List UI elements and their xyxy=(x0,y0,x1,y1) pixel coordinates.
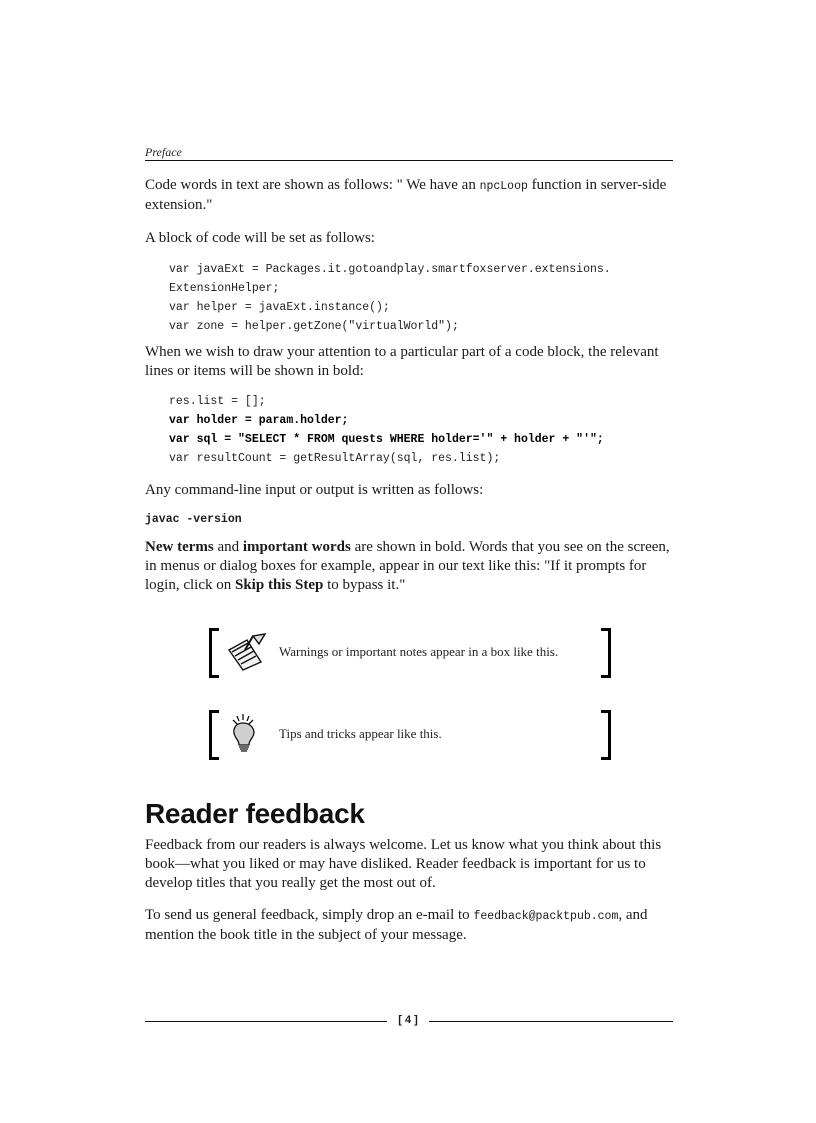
para-code-words xyxy=(145,176,673,215)
para-new-terms xyxy=(145,538,673,595)
code-block-1 xyxy=(169,260,611,336)
inline-code-npcloop: npcLoop xyxy=(479,180,528,193)
code-line-bold: var holder = param.holder; xyxy=(169,414,349,427)
left-bracket xyxy=(209,710,219,760)
para-bold-intro: When we wish to draw your attention to a particular part of a code block, the relevant lines or items will be shown in bold: xyxy=(145,344,659,379)
header-rule xyxy=(145,160,673,161)
code-line: var resultCount = getResultArray(sql, res.list); xyxy=(169,452,501,465)
code-block-2 xyxy=(169,392,604,468)
para-code-words-before: Code words in text are shown as follows: " We have an xyxy=(145,177,480,193)
feedback-email: feedback@packtpub.com xyxy=(473,910,619,923)
text-run: and xyxy=(213,539,243,555)
code-line-bold: var sql = "SELECT * FROM quests WHERE holder='" + holder + "'"; xyxy=(169,433,604,446)
notepad-pen-icon xyxy=(223,632,267,672)
bold-skip-this-step: Skip this Step xyxy=(235,577,324,593)
para-block-intro: A block of code will be set as follows: xyxy=(145,230,375,246)
code-line: ExtensionHelper; xyxy=(169,282,280,295)
code-line: res.list = []; xyxy=(169,395,266,408)
bold-new-terms: New terms xyxy=(145,539,214,555)
command-line-example: javac -version xyxy=(145,513,242,526)
text-run: To send us general feedback, simply drop an e-mail to xyxy=(145,907,474,923)
footer-rule-right xyxy=(429,1021,673,1022)
footer-rule-left xyxy=(145,1021,387,1022)
code-line: var javaExt = Packages.it.gotoandplay.smartfoxserver.extensions. xyxy=(169,263,611,276)
para-command-intro: Any command-line input or output is written as follows: xyxy=(145,482,484,498)
para-code-words-after: function in server-side extension." xyxy=(145,177,667,213)
running-head: Preface xyxy=(145,145,182,159)
text-run: are shown in bold. Words that you see on the screen, in menus or dialog boxes for example, appear in our text like this: "If it prompts for login, click on xyxy=(145,539,670,593)
bold-important-words: important words xyxy=(242,539,351,555)
right-bracket xyxy=(601,710,611,760)
warning-note-box xyxy=(209,628,611,680)
text-run: , and mention the book title in the subject of your message. xyxy=(145,907,648,943)
page-footer xyxy=(145,1014,673,1030)
code-line: var helper = javaExt.instance(); xyxy=(169,301,390,314)
tip-note-box xyxy=(209,710,611,762)
left-bracket xyxy=(209,628,219,678)
warning-note-text: Warnings or important notes appear in a box like this. xyxy=(279,644,559,659)
section-title-reader-feedback: Reader feedback xyxy=(145,798,365,829)
para-email xyxy=(145,906,673,945)
right-bracket xyxy=(601,628,611,678)
lightbulb-icon xyxy=(223,714,267,754)
tip-note-text: Tips and tricks appear like this. xyxy=(279,726,442,741)
code-line: var zone = helper.getZone("virtualWorld"); xyxy=(169,320,459,333)
page-number: [ 4 ] xyxy=(398,1014,418,1026)
para-feedback: Feedback from our readers is always welcome. Let us know what you think about this book—what you liked or may have disliked. Reader feedback is important for us to develop titles that you really get the most out of. xyxy=(145,837,662,891)
text-run: to bypass it." xyxy=(323,577,406,593)
